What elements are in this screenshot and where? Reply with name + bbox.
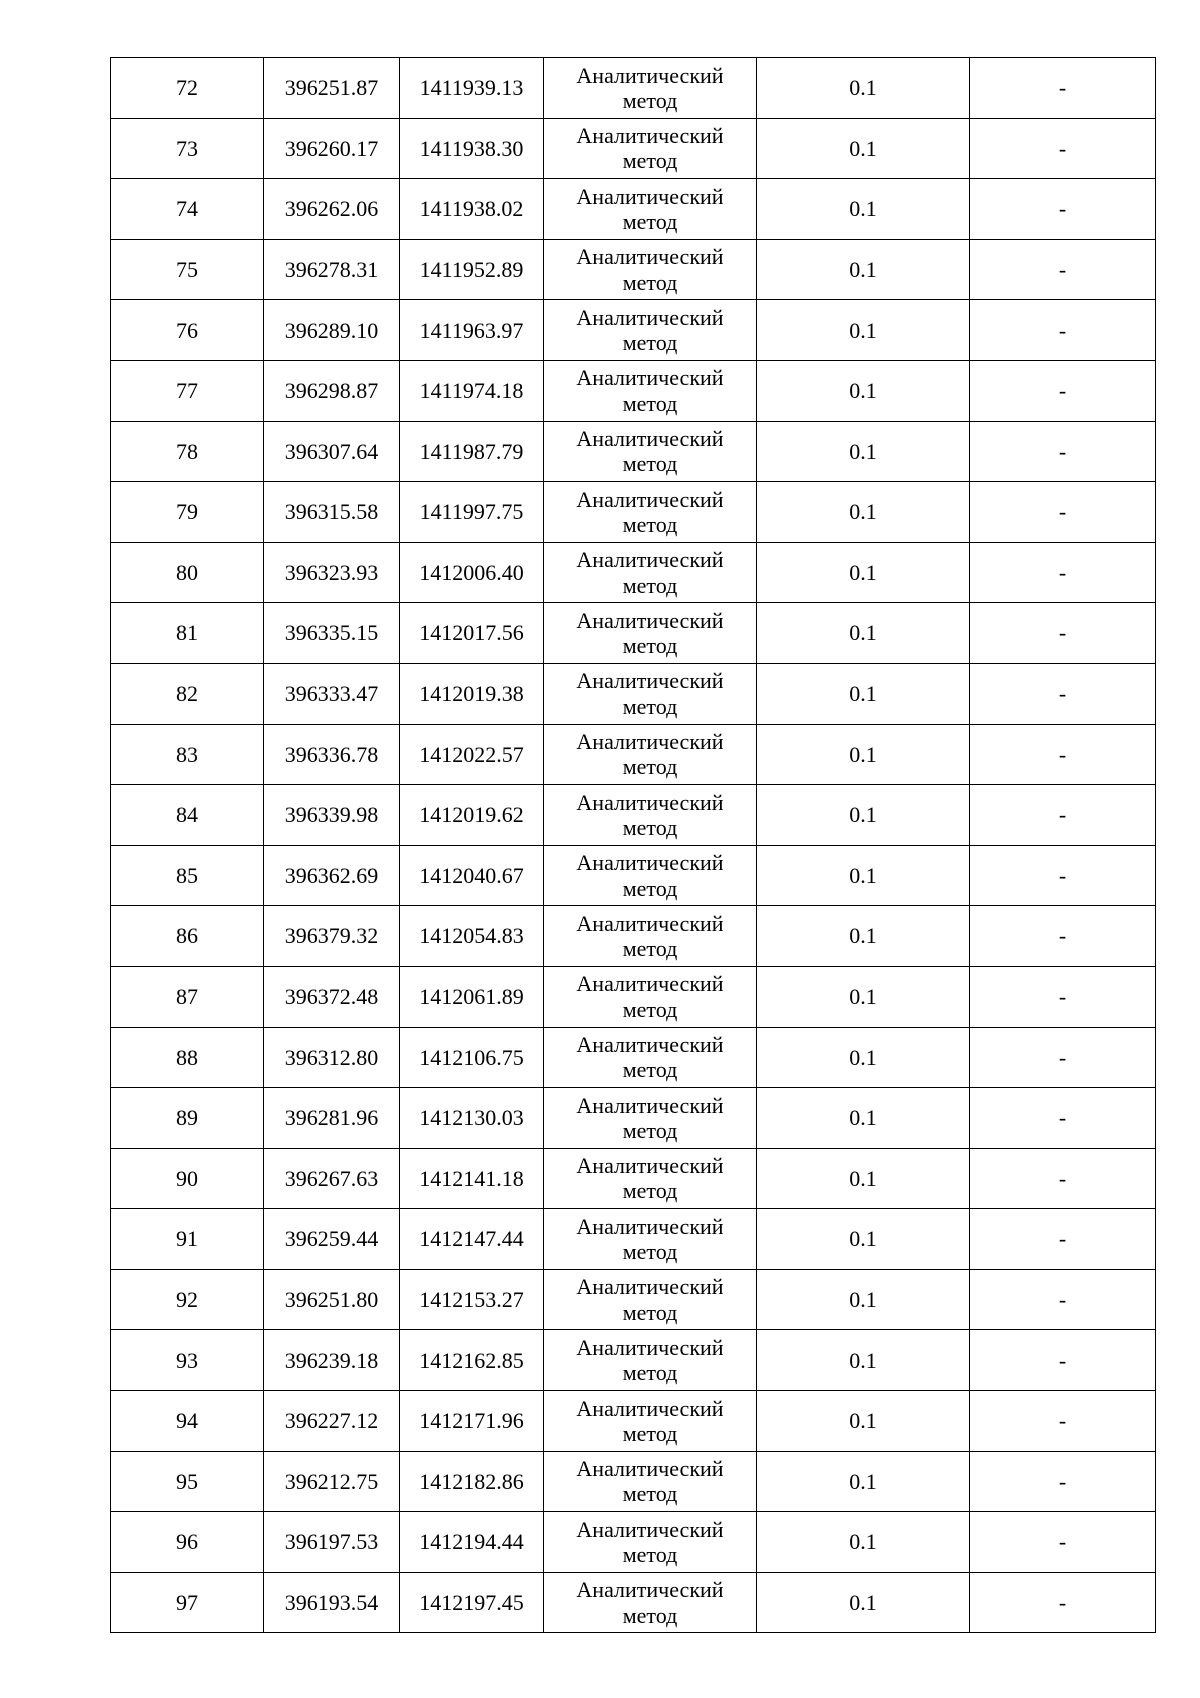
method-line-2: метод — [622, 693, 678, 719]
x-coordinate-cell: 396333.47 — [264, 663, 400, 724]
method-line-1: Аналитический — [576, 1334, 724, 1360]
method-cell — [544, 179, 757, 240]
method-cell — [544, 845, 757, 906]
point-number-cell: 91 — [111, 1209, 264, 1270]
y-coordinate-cell: 1412141.18 — [400, 1148, 544, 1209]
method-line-1: Аналитический — [576, 1213, 724, 1239]
point-number-cell: 85 — [111, 845, 264, 906]
table-row — [111, 1027, 1156, 1088]
coordinates-table — [110, 57, 1156, 1633]
note-cell: - — [970, 663, 1156, 724]
table-body — [111, 58, 1156, 1633]
table-row — [111, 1209, 1156, 1270]
y-coordinate-cell: 1412019.62 — [400, 785, 544, 846]
note-cell: - — [970, 482, 1156, 543]
accuracy-cell: 0.1 — [757, 1330, 970, 1391]
method-cell — [544, 239, 757, 300]
x-coordinate-cell: 396259.44 — [264, 1209, 400, 1270]
table-row — [111, 58, 1156, 119]
method-line-2: метод — [622, 1542, 678, 1568]
table-row — [111, 724, 1156, 785]
point-number-cell: 76 — [111, 300, 264, 361]
method-line-2: метод — [622, 511, 678, 537]
point-number-cell: 86 — [111, 906, 264, 967]
method-line-1: Аналитический — [576, 62, 724, 88]
accuracy-cell: 0.1 — [757, 1572, 970, 1633]
point-number-cell: 80 — [111, 542, 264, 603]
x-coordinate-cell: 396289.10 — [264, 300, 400, 361]
accuracy-cell: 0.1 — [757, 663, 970, 724]
method-line-2: метод — [622, 1117, 678, 1143]
accuracy-cell: 0.1 — [757, 785, 970, 846]
method-line-1: Аналитический — [576, 1153, 724, 1179]
y-coordinate-cell: 1411952.89 — [400, 239, 544, 300]
accuracy-cell: 0.1 — [757, 1512, 970, 1573]
note-cell: - — [970, 845, 1156, 906]
y-coordinate-cell: 1411987.79 — [400, 421, 544, 482]
point-number-cell: 94 — [111, 1391, 264, 1452]
method-line-2: метод — [622, 1057, 678, 1083]
method-line-1: Аналитический — [576, 668, 724, 694]
note-cell: - — [970, 1572, 1156, 1633]
note-cell: - — [970, 421, 1156, 482]
note-cell: - — [970, 906, 1156, 967]
accuracy-cell: 0.1 — [757, 1391, 970, 1452]
y-coordinate-cell: 1411938.30 — [400, 118, 544, 179]
note-cell: - — [970, 118, 1156, 179]
x-coordinate-cell: 396362.69 — [264, 845, 400, 906]
method-line-2: метод — [622, 87, 678, 113]
note-cell: - — [970, 1209, 1156, 1270]
method-cell — [544, 1088, 757, 1149]
accuracy-cell: 0.1 — [757, 724, 970, 785]
y-coordinate-cell: 1411974.18 — [400, 360, 544, 421]
accuracy-cell: 0.1 — [757, 1027, 970, 1088]
point-number-cell: 90 — [111, 1148, 264, 1209]
point-number-cell: 79 — [111, 482, 264, 543]
note-cell: - — [970, 542, 1156, 603]
point-number-cell: 96 — [111, 1512, 264, 1573]
note-cell: - — [970, 1451, 1156, 1512]
point-number-cell: 87 — [111, 966, 264, 1027]
point-number-cell: 82 — [111, 663, 264, 724]
x-coordinate-cell: 396278.31 — [264, 239, 400, 300]
y-coordinate-cell: 1412194.44 — [400, 1512, 544, 1573]
method-cell — [544, 1209, 757, 1270]
method-cell — [544, 421, 757, 482]
y-coordinate-cell: 1411963.97 — [400, 300, 544, 361]
accuracy-cell: 0.1 — [757, 58, 970, 119]
table-row — [111, 906, 1156, 967]
point-number-cell: 78 — [111, 421, 264, 482]
method-cell — [544, 1451, 757, 1512]
method-line-2: метод — [622, 1360, 678, 1386]
method-line-2: метод — [622, 1481, 678, 1507]
y-coordinate-cell: 1412054.83 — [400, 906, 544, 967]
note-cell: - — [970, 1269, 1156, 1330]
x-coordinate-cell: 396212.75 — [264, 1451, 400, 1512]
point-number-cell: 93 — [111, 1330, 264, 1391]
x-coordinate-cell: 396298.87 — [264, 360, 400, 421]
y-coordinate-cell: 1412006.40 — [400, 542, 544, 603]
accuracy-cell: 0.1 — [757, 1269, 970, 1330]
note-cell: - — [970, 1391, 1156, 1452]
method-line-1: Аналитический — [576, 1274, 724, 1300]
note-cell: - — [970, 1088, 1156, 1149]
method-cell — [544, 482, 757, 543]
method-line-2: метод — [622, 1299, 678, 1325]
method-cell — [544, 1269, 757, 1330]
y-coordinate-cell: 1412171.96 — [400, 1391, 544, 1452]
method-line-2: метод — [622, 1239, 678, 1265]
accuracy-cell: 0.1 — [757, 179, 970, 240]
method-cell — [544, 724, 757, 785]
method-line-1: Аналитический — [576, 1577, 724, 1603]
x-coordinate-cell: 396193.54 — [264, 1572, 400, 1633]
table-row — [111, 1512, 1156, 1573]
table-row — [111, 1330, 1156, 1391]
accuracy-cell: 0.1 — [757, 1088, 970, 1149]
method-line-2: метод — [622, 148, 678, 174]
method-cell — [544, 785, 757, 846]
accuracy-cell: 0.1 — [757, 421, 970, 482]
table-row — [111, 542, 1156, 603]
x-coordinate-cell: 396379.32 — [264, 906, 400, 967]
method-line-2: метод — [622, 754, 678, 780]
method-cell — [544, 966, 757, 1027]
method-line-1: Аналитический — [576, 1092, 724, 1118]
point-number-cell: 97 — [111, 1572, 264, 1633]
table-row — [111, 785, 1156, 846]
method-line-2: метод — [622, 1602, 678, 1628]
accuracy-cell: 0.1 — [757, 906, 970, 967]
table-row — [111, 603, 1156, 664]
note-cell: - — [970, 1148, 1156, 1209]
table-row — [111, 845, 1156, 906]
method-cell — [544, 58, 757, 119]
note-cell: - — [970, 360, 1156, 421]
accuracy-cell: 0.1 — [757, 1209, 970, 1270]
y-coordinate-cell: 1412019.38 — [400, 663, 544, 724]
method-line-1: Аналитический — [576, 486, 724, 512]
method-cell — [544, 906, 757, 967]
point-number-cell: 77 — [111, 360, 264, 421]
x-coordinate-cell: 396307.64 — [264, 421, 400, 482]
point-number-cell: 74 — [111, 179, 264, 240]
note-cell: - — [970, 1512, 1156, 1573]
method-cell — [544, 360, 757, 421]
accuracy-cell: 0.1 — [757, 1451, 970, 1512]
x-coordinate-cell: 396281.96 — [264, 1088, 400, 1149]
point-number-cell: 75 — [111, 239, 264, 300]
y-coordinate-cell: 1411997.75 — [400, 482, 544, 543]
table-row — [111, 239, 1156, 300]
x-coordinate-cell: 396339.98 — [264, 785, 400, 846]
note-cell: - — [970, 1330, 1156, 1391]
x-coordinate-cell: 396262.06 — [264, 179, 400, 240]
note-cell: - — [970, 1027, 1156, 1088]
method-cell — [544, 1148, 757, 1209]
x-coordinate-cell: 396260.17 — [264, 118, 400, 179]
point-number-cell: 81 — [111, 603, 264, 664]
note-cell: - — [970, 603, 1156, 664]
x-coordinate-cell: 396323.93 — [264, 542, 400, 603]
point-number-cell: 89 — [111, 1088, 264, 1149]
method-line-2: метод — [622, 633, 678, 659]
accuracy-cell: 0.1 — [757, 966, 970, 1027]
method-line-2: метод — [622, 936, 678, 962]
accuracy-cell: 0.1 — [757, 542, 970, 603]
accuracy-cell: 0.1 — [757, 118, 970, 179]
note-cell: - — [970, 179, 1156, 240]
method-cell — [544, 1027, 757, 1088]
x-coordinate-cell: 396227.12 — [264, 1391, 400, 1452]
method-line-2: метод — [622, 875, 678, 901]
method-line-2: метод — [622, 996, 678, 1022]
x-coordinate-cell: 396336.78 — [264, 724, 400, 785]
accuracy-cell: 0.1 — [757, 1148, 970, 1209]
x-coordinate-cell: 396197.53 — [264, 1512, 400, 1573]
point-number-cell: 73 — [111, 118, 264, 179]
y-coordinate-cell: 1412197.45 — [400, 1572, 544, 1633]
point-number-cell: 84 — [111, 785, 264, 846]
table-row — [111, 1391, 1156, 1452]
method-cell — [544, 1391, 757, 1452]
table-row — [111, 1088, 1156, 1149]
x-coordinate-cell: 396251.80 — [264, 1269, 400, 1330]
method-line-1: Аналитический — [576, 789, 724, 815]
method-line-1: Аналитический — [576, 183, 724, 209]
table-row — [111, 663, 1156, 724]
point-number-cell: 88 — [111, 1027, 264, 1088]
table-row — [111, 966, 1156, 1027]
x-coordinate-cell: 396315.58 — [264, 482, 400, 543]
accuracy-cell: 0.1 — [757, 239, 970, 300]
y-coordinate-cell: 1412147.44 — [400, 1209, 544, 1270]
y-coordinate-cell: 1412106.75 — [400, 1027, 544, 1088]
method-line-1: Аналитический — [576, 547, 724, 573]
method-line-2: метод — [622, 1178, 678, 1204]
x-coordinate-cell: 396267.63 — [264, 1148, 400, 1209]
y-coordinate-cell: 1412040.67 — [400, 845, 544, 906]
method-line-2: метод — [622, 390, 678, 416]
table-row — [111, 482, 1156, 543]
y-coordinate-cell: 1411938.02 — [400, 179, 544, 240]
method-cell — [544, 663, 757, 724]
point-number-cell: 95 — [111, 1451, 264, 1512]
method-line-2: метод — [622, 572, 678, 598]
note-cell: - — [970, 785, 1156, 846]
method-line-1: Аналитический — [576, 304, 724, 330]
note-cell: - — [970, 724, 1156, 785]
method-cell — [544, 1572, 757, 1633]
method-line-1: Аналитический — [576, 1456, 724, 1482]
method-line-2: метод — [622, 451, 678, 477]
method-line-1: Аналитический — [576, 1516, 724, 1542]
method-cell — [544, 300, 757, 361]
y-coordinate-cell: 1412022.57 — [400, 724, 544, 785]
method-line-1: Аналитический — [576, 910, 724, 936]
y-coordinate-cell: 1412182.86 — [400, 1451, 544, 1512]
table-row — [111, 179, 1156, 240]
method-line-2: метод — [622, 1420, 678, 1446]
x-coordinate-cell: 396239.18 — [264, 1330, 400, 1391]
method-line-1: Аналитический — [576, 365, 724, 391]
x-coordinate-cell: 396372.48 — [264, 966, 400, 1027]
note-cell: - — [970, 239, 1156, 300]
accuracy-cell: 0.1 — [757, 300, 970, 361]
method-cell — [544, 118, 757, 179]
table-row — [111, 360, 1156, 421]
table-row — [111, 1451, 1156, 1512]
point-number-cell: 72 — [111, 58, 264, 119]
y-coordinate-cell: 1412130.03 — [400, 1088, 544, 1149]
x-coordinate-cell: 396251.87 — [264, 58, 400, 119]
accuracy-cell: 0.1 — [757, 482, 970, 543]
table-row — [111, 300, 1156, 361]
note-cell: - — [970, 300, 1156, 361]
method-line-1: Аналитический — [576, 426, 724, 452]
method-line-1: Аналитический — [576, 729, 724, 755]
accuracy-cell: 0.1 — [757, 360, 970, 421]
method-line-1: Аналитический — [576, 971, 724, 997]
y-coordinate-cell: 1412162.85 — [400, 1330, 544, 1391]
table-row — [111, 421, 1156, 482]
note-cell: - — [970, 966, 1156, 1027]
method-cell — [544, 542, 757, 603]
method-cell — [544, 1330, 757, 1391]
y-coordinate-cell: 1412153.27 — [400, 1269, 544, 1330]
x-coordinate-cell: 396312.80 — [264, 1027, 400, 1088]
y-coordinate-cell: 1412061.89 — [400, 966, 544, 1027]
method-line-1: Аналитический — [576, 123, 724, 149]
method-line-2: метод — [622, 208, 678, 234]
accuracy-cell: 0.1 — [757, 603, 970, 664]
method-line-1: Аналитический — [576, 244, 724, 270]
point-number-cell: 92 — [111, 1269, 264, 1330]
table-row — [111, 1148, 1156, 1209]
method-cell — [544, 1512, 757, 1573]
method-line-2: метод — [622, 814, 678, 840]
x-coordinate-cell: 396335.15 — [264, 603, 400, 664]
method-cell — [544, 603, 757, 664]
note-cell: - — [970, 58, 1156, 119]
accuracy-cell: 0.1 — [757, 845, 970, 906]
method-line-2: метод — [622, 330, 678, 356]
method-line-1: Аналитический — [576, 1032, 724, 1057]
table-row — [111, 1269, 1156, 1330]
method-line-1: Аналитический — [576, 850, 724, 876]
method-line-1: Аналитический — [576, 607, 724, 633]
method-line-1: Аналитический — [576, 1395, 724, 1421]
point-number-cell: 83 — [111, 724, 264, 785]
y-coordinate-cell: 1411939.13 — [400, 58, 544, 119]
table-row — [111, 118, 1156, 179]
y-coordinate-cell: 1412017.56 — [400, 603, 544, 664]
table-row — [111, 1572, 1156, 1633]
method-line-2: метод — [622, 269, 678, 295]
